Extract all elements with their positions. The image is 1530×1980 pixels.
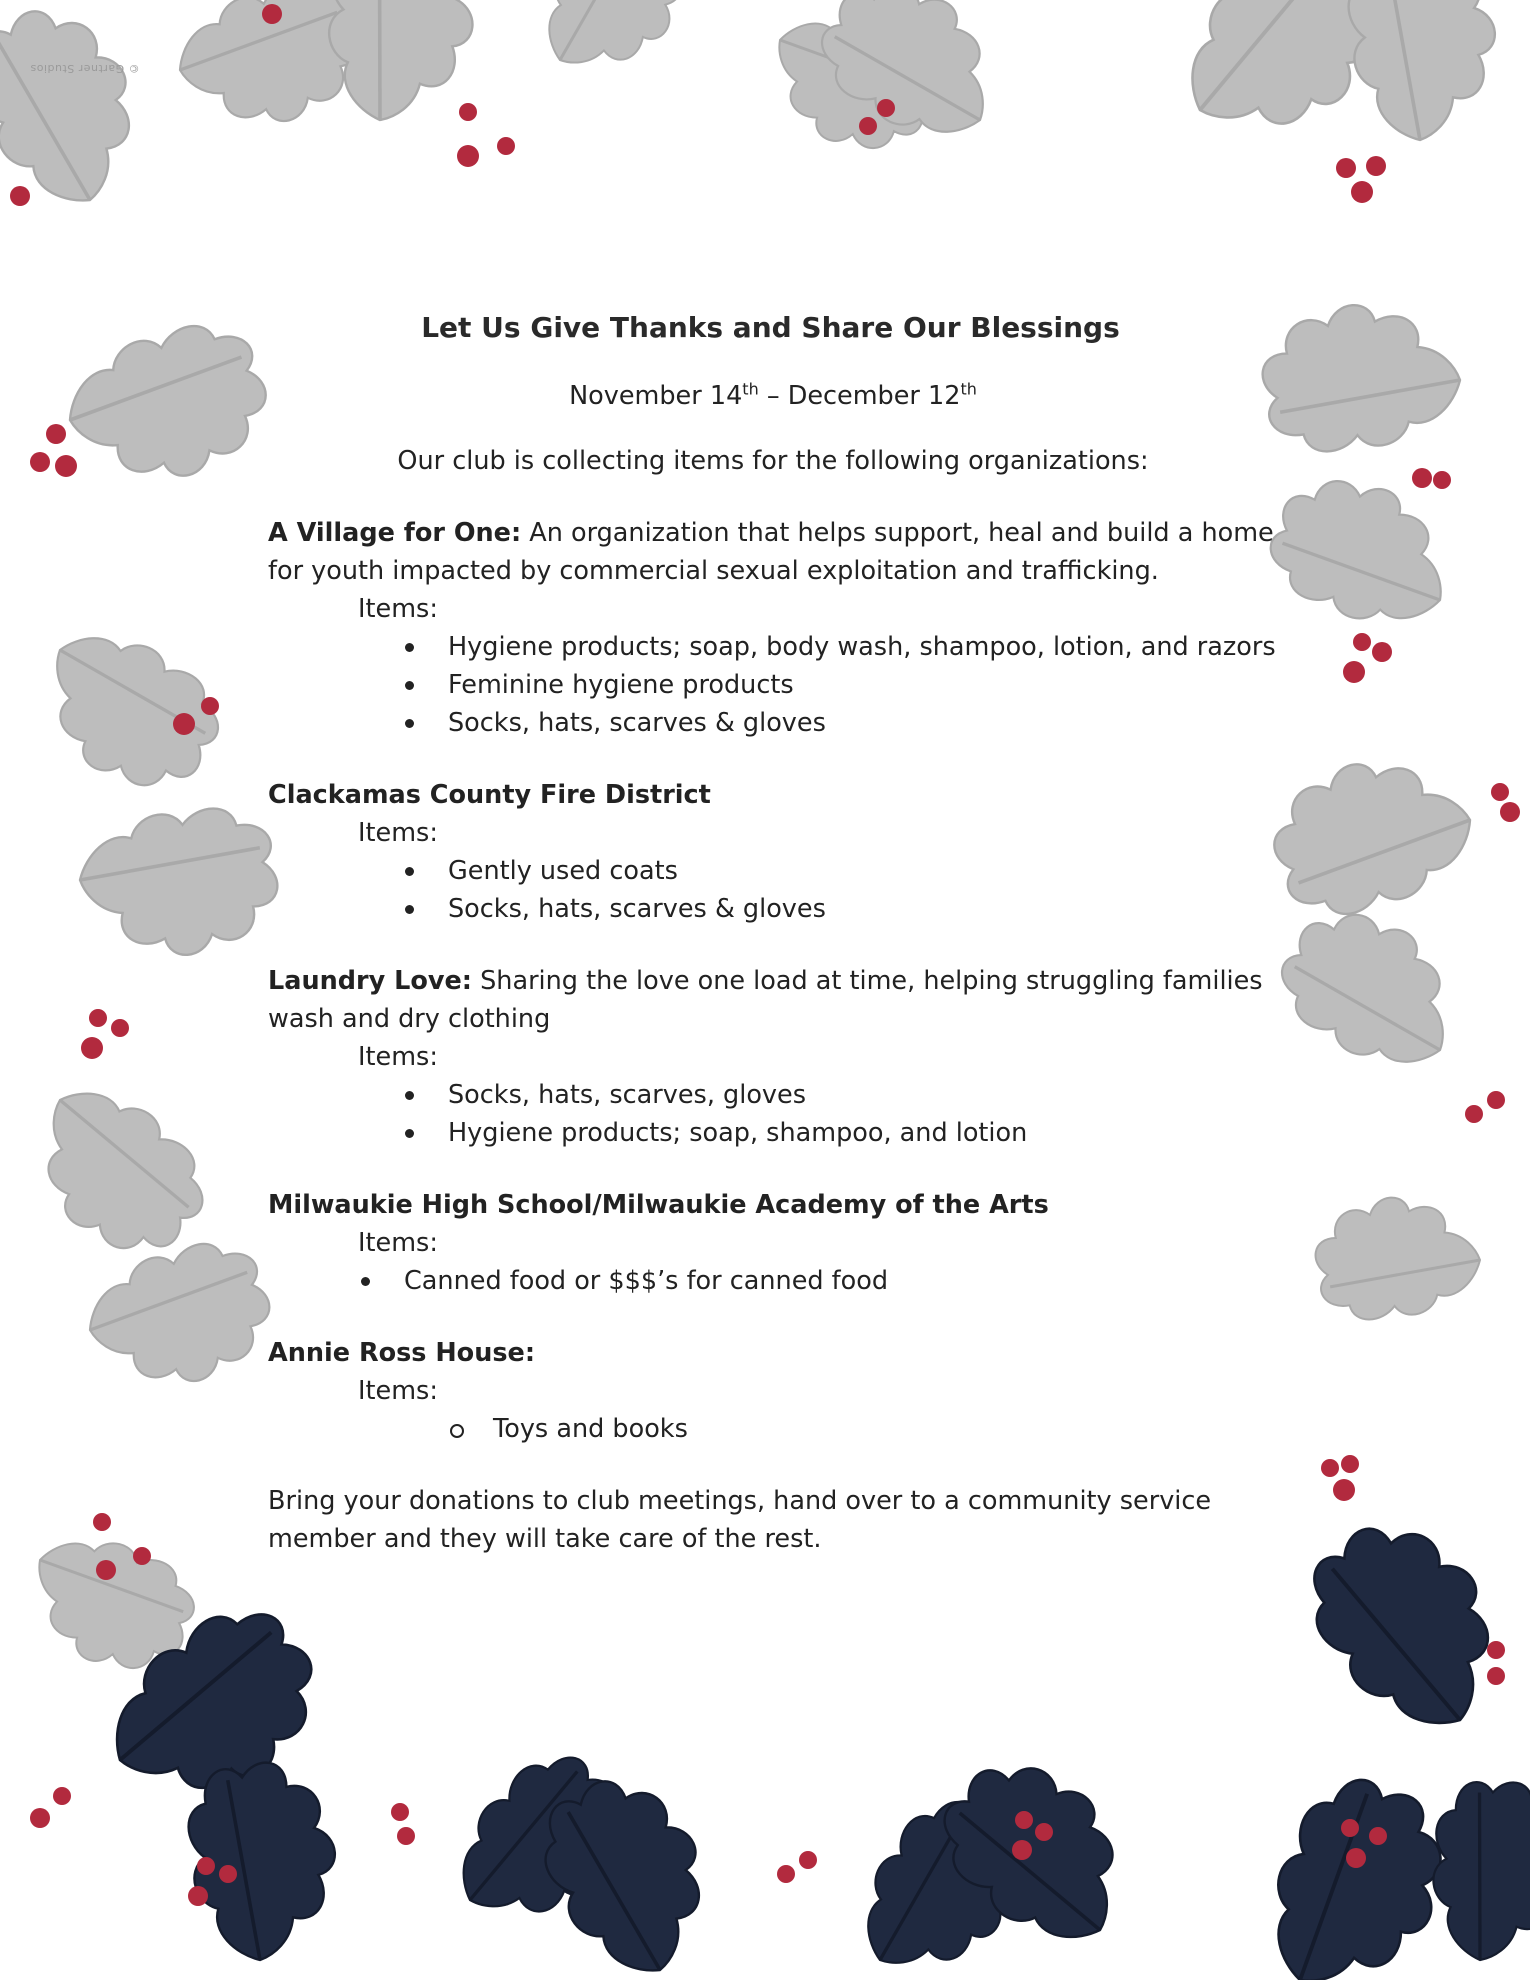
intro-text: Our club is collecting items for the following organizations: (397, 446, 1149, 476)
date-range (268, 376, 1278, 416)
end-date: December 12 (787, 381, 961, 411)
organization-description (268, 962, 1278, 1038)
organization-village-for-one (268, 514, 1278, 742)
organization-description (268, 1186, 1278, 1224)
date-separator: – (758, 381, 788, 411)
organization-clackamas-fire (268, 776, 1278, 928)
start-date-suffix: th (742, 379, 759, 399)
organization-description (268, 514, 1278, 590)
organization-name: Clackamas County Fire District (268, 780, 711, 810)
start-date: November 14 (569, 381, 743, 411)
copyright-watermark: © Gartner Studios (30, 62, 140, 75)
items-label: Items: (358, 594, 438, 624)
items-label: Items: (358, 1228, 438, 1258)
list-item: Toys and books (268, 1410, 1278, 1448)
list-item: Hygiene products; soap, body wash, shampoo, lotion, and razors (268, 628, 1278, 666)
organization-name: Milwaukie High School/Milwaukie Academy of the Arts (268, 1190, 1049, 1220)
page-title: Let Us Give Thanks and Share Our Blessings (421, 311, 1120, 344)
items-label: Items: (358, 1376, 438, 1406)
organization-milwaukie-high-school (268, 1186, 1278, 1300)
items-list (268, 1410, 1278, 1448)
closing-text: Bring your donations to club meetings, hand over to a community service member and they will take care of the rest. (268, 1486, 1212, 1554)
flyer-content (268, 306, 1278, 1584)
organization-laundry-love (268, 962, 1278, 1152)
items-label: Items: (358, 1042, 438, 1072)
list-item: Gently used coats (268, 852, 1278, 890)
items-list (268, 1076, 1278, 1152)
organization-name: Annie Ross House: (268, 1338, 536, 1368)
items-label: Items: (358, 818, 438, 848)
organization-annie-ross-house (268, 1334, 1278, 1448)
organization-name: A Village for One: (268, 518, 522, 548)
list-item: Socks, hats, scarves & gloves (268, 890, 1278, 928)
organization-description (268, 776, 1278, 814)
list-item: Socks, hats, scarves, gloves (268, 1076, 1278, 1114)
list-item: Socks, hats, scarves & gloves (268, 704, 1278, 742)
list-item: Feminine hygiene products (268, 666, 1278, 704)
items-list (268, 852, 1278, 928)
organization-summary: An organization that helps support, heal and build a home for youth impacted by commercial sexual exploitation and trafficking. (268, 518, 1274, 586)
organization-summary: Sharing the love one load at time, helping struggling families wash and dry clothing (268, 966, 1263, 1034)
items-list (268, 1262, 1278, 1300)
items-list (268, 628, 1278, 742)
end-date-suffix: th (960, 379, 977, 399)
list-item: Canned food or $$$’s for canned food (268, 1262, 1278, 1300)
list-item: Hygiene products; soap, shampoo, and lotion (268, 1114, 1278, 1152)
organization-name: Laundry Love: (268, 966, 472, 996)
organization-description (268, 1334, 1278, 1372)
